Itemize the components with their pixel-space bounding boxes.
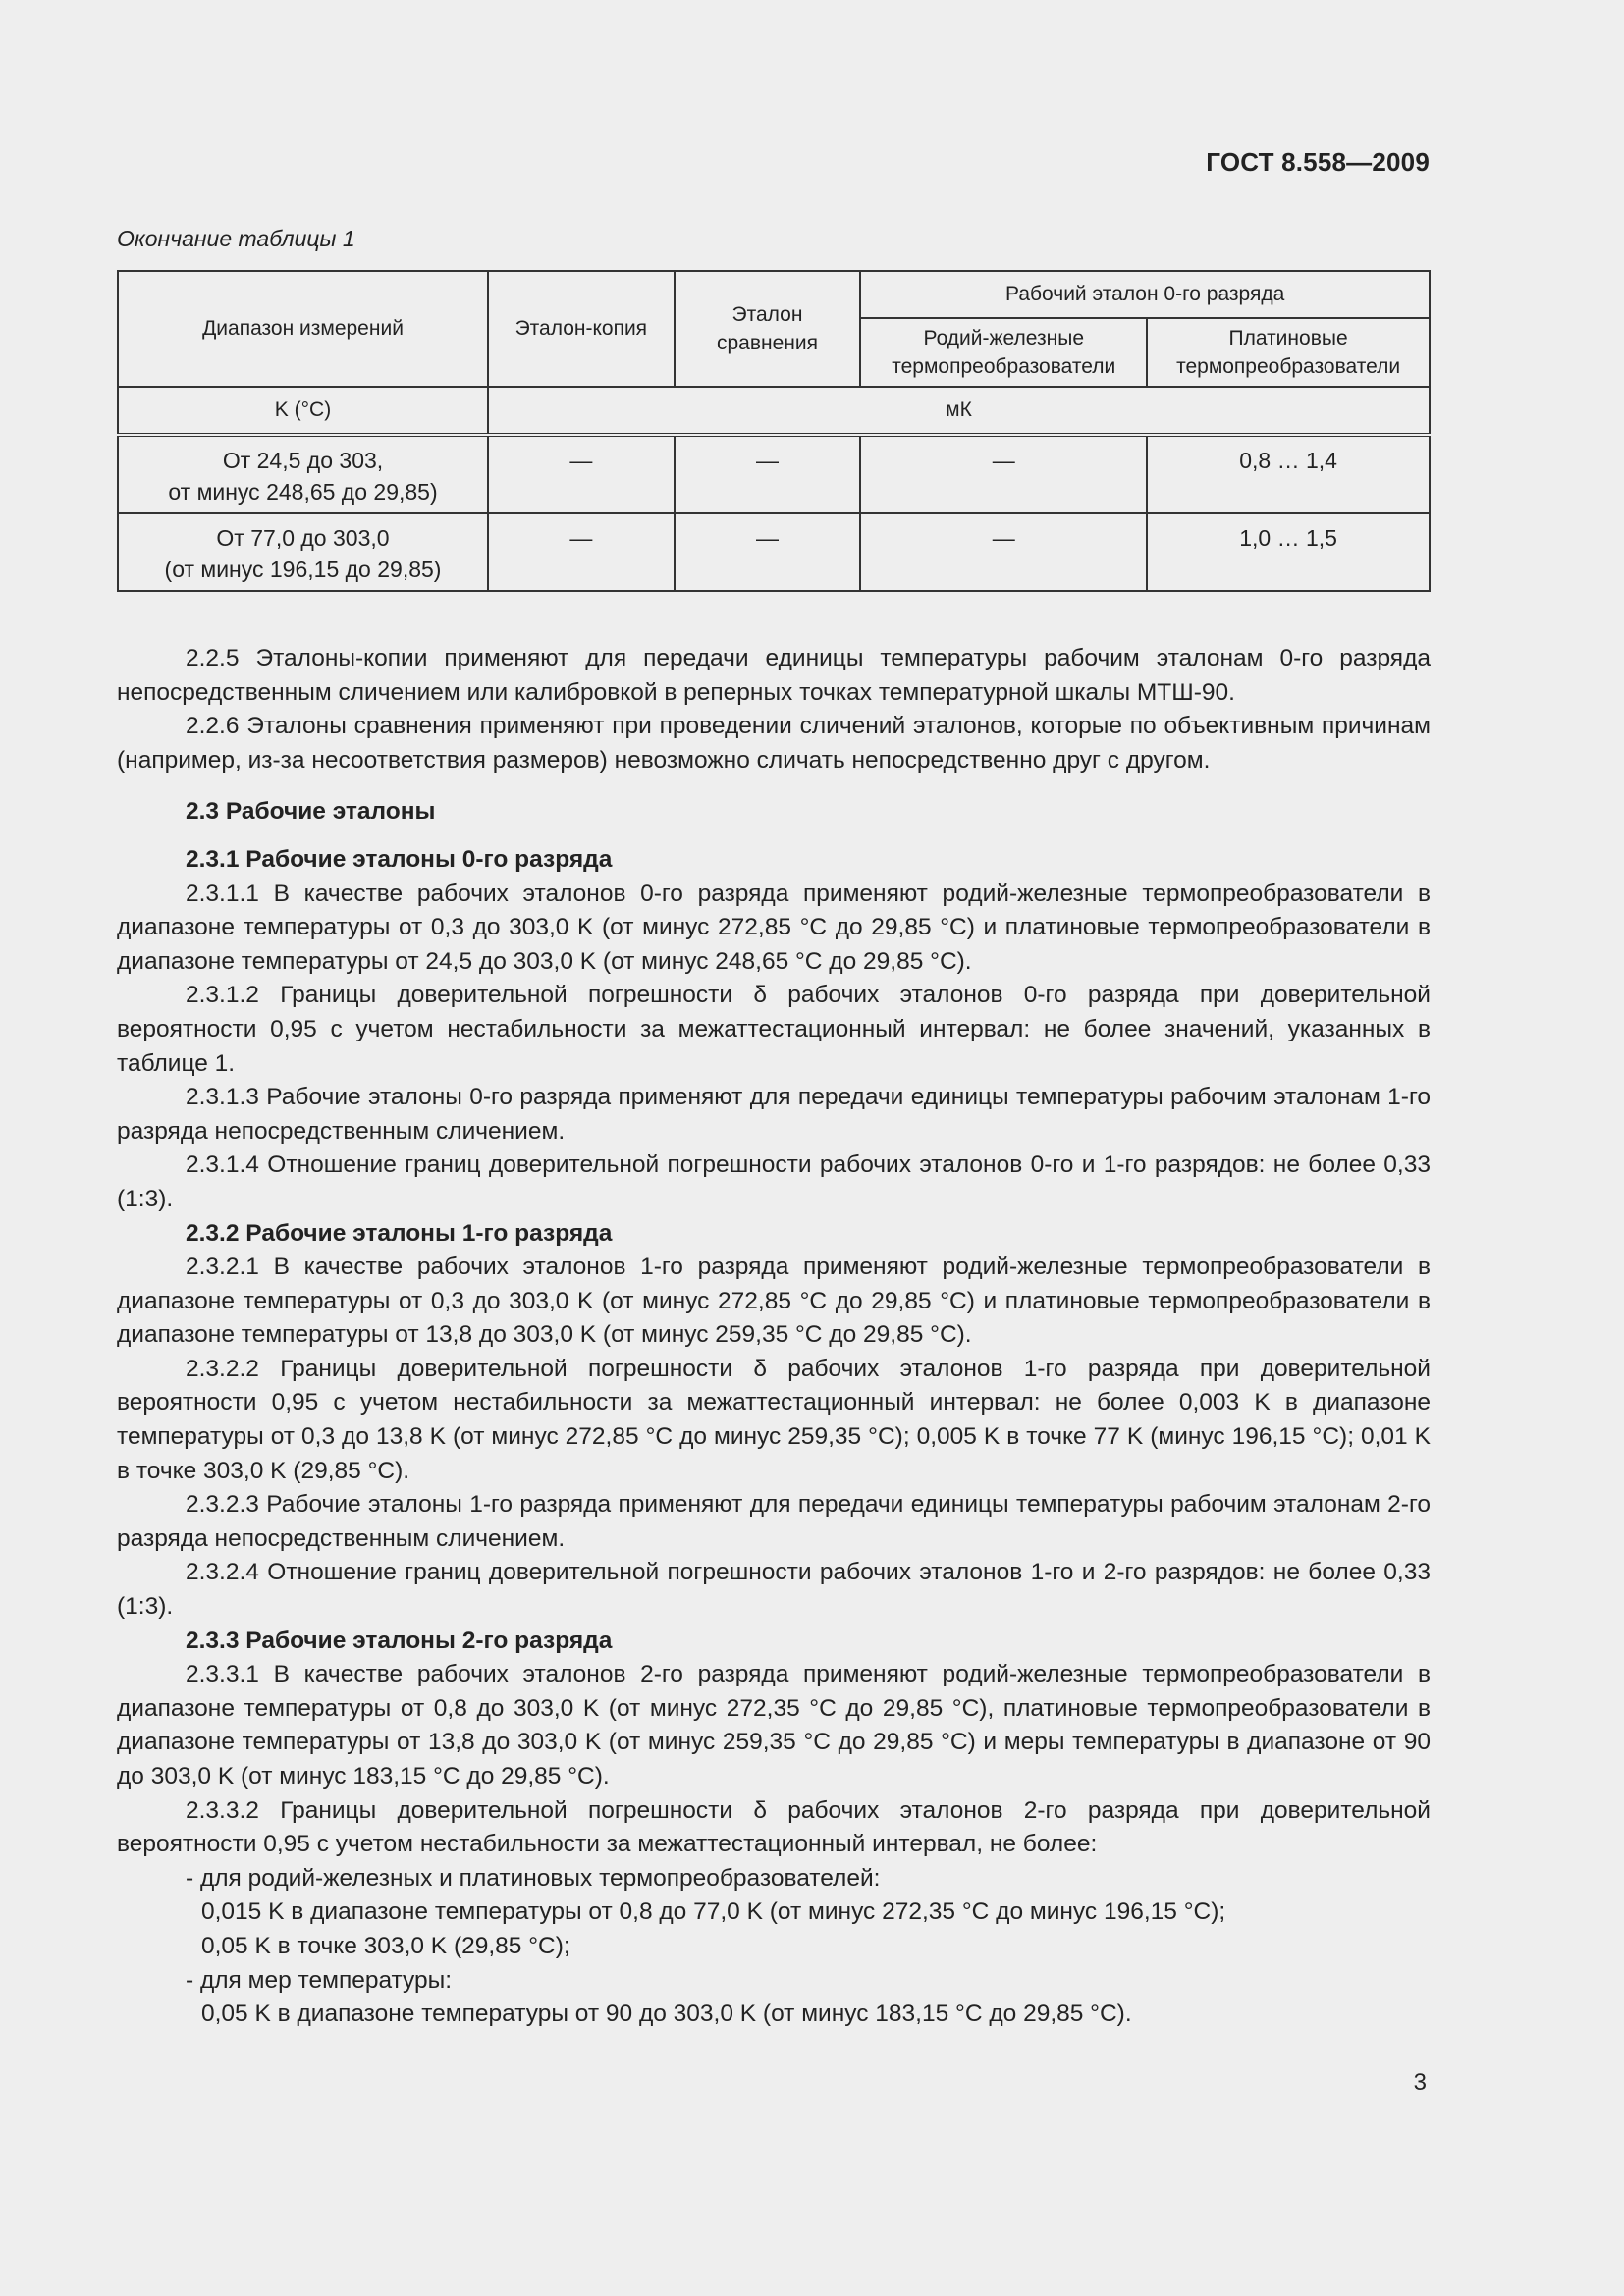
- table-row: [118, 513, 1430, 591]
- cell-copy: —: [488, 513, 675, 591]
- list-item: - для мер температуры:: [186, 1966, 453, 1994]
- paragraph: 2.3.3.1 В качестве рабочих эталонов 2-го разряда применяют родий-железные термопреобразователи в диапазоне температуры от 0,8 до 303,0 K (от минус 272,35 °С до 29,85 °С), платиновые термопреобразователи в диапазоне температуры от 13,8 до 303,0 K (от минус 259,35 °С до 29,85 °С) и меры температуры в диапазоне от 90 до 303,0 K (от минус 183,15 °С до 29,85 °С).: [117, 1661, 1431, 1789]
- cell-rhodium: —: [860, 435, 1147, 513]
- paragraph: 2.3.1.3 Рабочие эталоны 0-го разряда применяют для передачи единицы температуры рабочим эталонам 1-го разряда непосредственным сличением.: [117, 1084, 1431, 1145]
- page-number: 3: [1413, 2069, 1427, 2096]
- cell-platinum: 1,0 … 1,5: [1147, 513, 1430, 591]
- cell-rhodium: —: [860, 513, 1147, 591]
- paragraph: 2.3.2.1 В качестве рабочих эталонов 1-го разряда применяют родий-железные термопреобразователи в диапазоне температуры от 0,3 до 303,0 K (от минус 272,85 °С до 29,85 °С) и платиновые термопреобразователи в диапазоне температуры от 13,8 до 303,0 K (от минус 259,35 °С до 29,85 °С).: [117, 1254, 1431, 1349]
- cell-compare: —: [675, 435, 861, 513]
- cell-platinum: 0,8 … 1,4: [1147, 435, 1430, 513]
- header-range: Диапазон измерений: [118, 271, 488, 387]
- paragraph: 2.3.3.2 Границы доверительной погрешности δ рабочих эталонов 2-го разряда при доверительной вероятности 0,95 с учетом нестабильности за межаттестационный интервал, не более:: [117, 1796, 1431, 1858]
- header-working-group: Рабочий эталон 0-го разряда: [860, 271, 1430, 318]
- paragraph: 2.3.1.2 Границы доверительной погрешности δ рабочих эталонов 0-го разряда при доверительной вероятности 0,95 с учетом нестабильности за межаттестационный интервал: не более значений, указанных в таблице 1.: [117, 982, 1431, 1077]
- body-text: [117, 624, 1431, 2032]
- table-1: [117, 270, 1431, 592]
- unit-range: K (°С): [118, 387, 488, 435]
- table-caption: Окончание таблицы 1: [117, 226, 355, 251]
- section-heading: 2.3.2 Рабочие эталоны 1-го разряда: [186, 1219, 613, 1247]
- section-heading: 2.3 Рабочие эталоны: [186, 798, 436, 826]
- cell-compare: —: [675, 513, 861, 591]
- paragraph: 2.3.1.1 В качестве рабочих эталонов 0-го разряда применяют родий-железные термопреобразователи в диапазоне температуры от 0,3 до 303,0 K (от минус 272,85 °С до 29,85 °С) и платиновые термопреобразователи в диапазоне температуры от 24,5 до 303,0 K (от минус 248,65 °С до 29,85 °С).: [117, 880, 1431, 975]
- section-heading: 2.3.3 Рабочие эталоны 2-го разряда: [186, 1627, 613, 1654]
- cell-range: От 77,0 до 303,0 (от минус 196,15 до 29,85): [118, 513, 488, 591]
- list-value: 0,05 K в точке 303,0 K (29,85 °С);: [201, 1932, 570, 1959]
- cell-copy: —: [488, 435, 675, 513]
- paragraph: 2.2.6 Эталоны сравнения применяют при проведении сличений эталонов, которые по объективным причинам (например, из-за несоответствия размеров) невозможно сличать непосредственно друг с другом.: [117, 713, 1431, 774]
- header-platinum: Платиновые термопреобразователи: [1147, 318, 1430, 387]
- paragraph: 2.3.2.3 Рабочие эталоны 1-го разряда применяют для передачи единицы температуры рабочим эталонам 2-го разряда непосредственным сличением.: [117, 1491, 1431, 1552]
- paragraph: 2.3.2.2 Границы доверительной погрешности δ рабочих эталонов 1-го разряда при доверительной вероятности 0,95 с учетом нестабильности за межаттестационный интервал: не более 0,003 K в диапазоне температуры от 0,3 до 13,8 K (от минус 272,85 °С до минус 259,35 °С); 0,005 K в точке 77 K (минус 196,15 °С); 0,01 K в точке 303,0 K (29,85 °С).: [117, 1355, 1431, 1484]
- header-copy: Эталон-копия: [488, 271, 675, 387]
- paragraph: 2.3.1.4 Отношение границ доверительной погрешности рабочих эталонов 0-го и 1-го разрядов: не более 0,33 (1:3).: [117, 1151, 1431, 1212]
- header-compare: Эталон сравнения: [675, 271, 861, 387]
- list-value: 0,05 K в диапазоне температуры от 90 до 303,0 K (от минус 183,15 °С до 29,85 °С).: [201, 2001, 1132, 2028]
- list-value: 0,015 K в диапазоне температуры от 0,8 до 77,0 K (от минус 272,35 °С до минус 196,15 °С);: [201, 1898, 1226, 1926]
- paragraph: 2.2.5 Эталоны-копии применяют для передачи единицы температуры рабочим эталонам 0-го разряда непосредственным сличением или калибровкой в реперных точках температурной шкалы МТШ-90.: [117, 645, 1431, 706]
- document-id: ГОСТ 8.558—2009: [1206, 147, 1430, 177]
- list-item: - для родий-железных и платиновых термопреобразователей:: [186, 1864, 881, 1892]
- cell-range: От 24,5 до 303, от минус 248,65 до 29,85): [118, 435, 488, 513]
- table-row: [118, 435, 1430, 513]
- header-rhodium: Родий-железные термопреобразователи: [860, 318, 1147, 387]
- unit-values: мК: [488, 387, 1430, 435]
- paragraph: 2.3.2.4 Отношение границ доверительной погрешности рабочих эталонов 1-го и 2-го разрядов: не более 0,33 (1:3).: [117, 1559, 1431, 1621]
- section-heading: 2.3.1 Рабочие эталоны 0-го разряда: [186, 845, 613, 873]
